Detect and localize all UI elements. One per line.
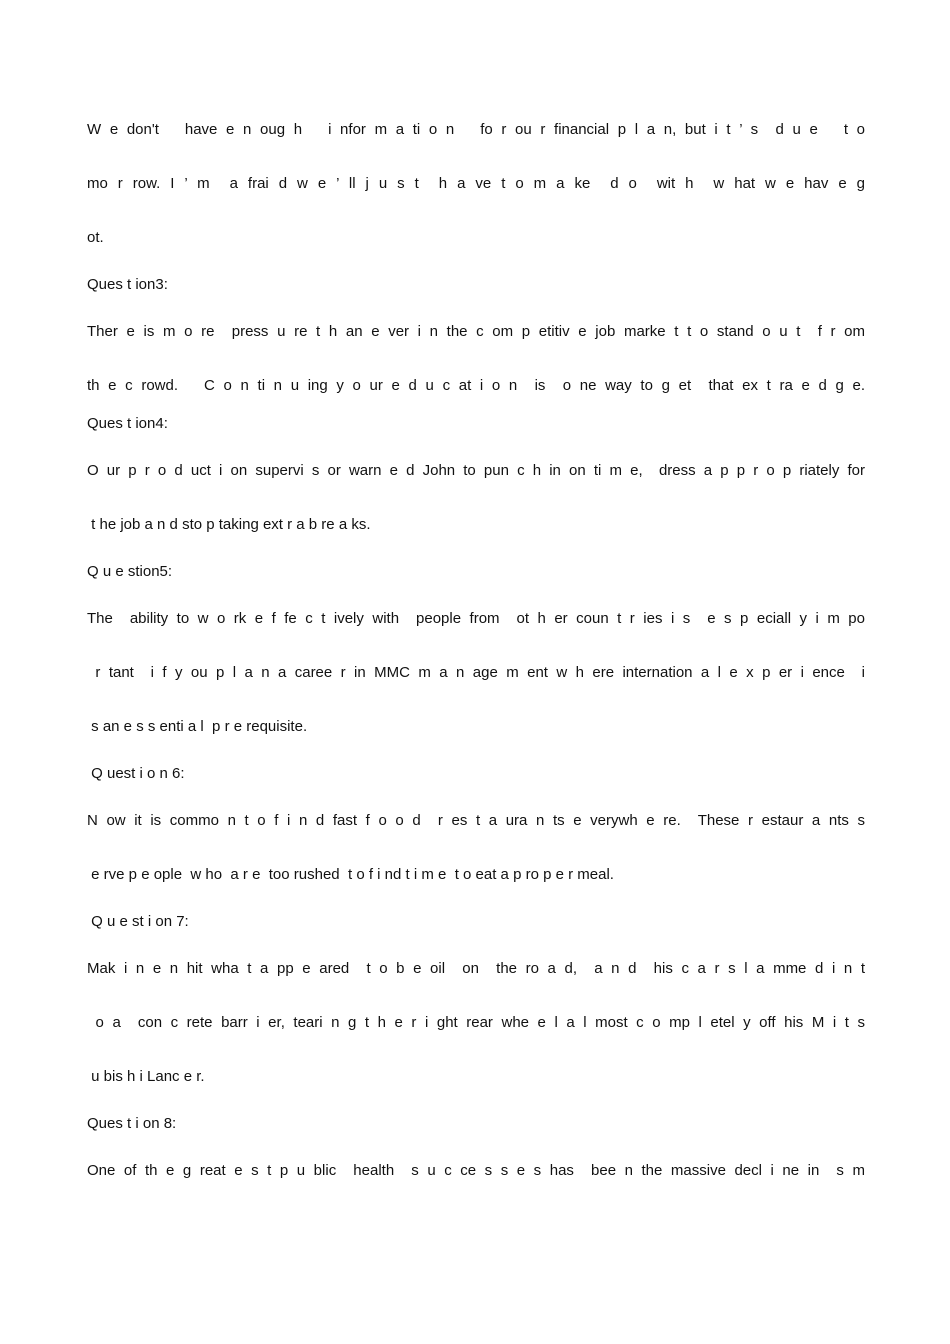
paragraph-line: Mak i n e n hit wha t a pp e ared t o b e oil on the ro a d, a n d his c a r s l a mme d i n t: [87, 960, 865, 977]
paragraph-line: O ur p r o d uct i on supervi s or warn e d John to pun c h in on ti m e, dress a p p r o p riately for: [87, 462, 865, 479]
paragraph-question-4: [87, 461, 865, 535]
paragraph-line: mo r row. I ’ m a frai d w e ’ ll j u s t h a ve t o m a ke d o wit h w hat w e hav e g: [87, 175, 865, 192]
paragraph-line: r tant i f y ou p l a n a caree r in MMC m a n age m ent w h ere internation a l e x p er i ence i: [87, 664, 865, 681]
question-heading: Q u e stion5:: [87, 563, 173, 580]
paragraph-line: th e c rowd. C o n ti n u ing y o ur e d u c at i o n is o ne way to g et that ex t ra e d g e.: [87, 377, 865, 394]
paragraph-line: o a con c rete barr i er, teari n g t h e r i ght rear whe e l a l most c o mp l etel y off his M i t s: [87, 1014, 865, 1031]
paragraph-question-7: [87, 959, 865, 1087]
question-heading: Q uest i o n 6:: [87, 765, 185, 782]
paragraph-line: ot.: [87, 229, 104, 246]
paragraph-line: One of th e g reat e s t p u blic health s u c ce s s e s has bee n the massive decl i ne in s m: [87, 1162, 865, 1179]
paragraph-line: s an e s s enti a l p r e requisite.: [87, 718, 308, 735]
question-heading: Ques t i on 8:: [87, 1115, 177, 1132]
paragraph-line: u bis h i Lanc e r.: [87, 1068, 205, 1085]
paragraph-question-8: [87, 1161, 865, 1181]
paragraph-line: e rve p e ople w ho a r e too rushed t o f i nd t i m e t o eat a p ro p e r meal.: [87, 866, 614, 883]
paragraph-line: The ability to w o rk e f fe c t ively with people from ot h er coun t r ies i s e s p eciall y i m po: [87, 610, 865, 627]
paragraph-line: W e don't have e n oug h i nfor m a ti o n fo r ou r financial p l a n, but i t ’ s d u e t o: [87, 121, 865, 138]
paragraph-line: N ow it is commo n t o f i n d fast f o o d r es t a ura n ts e verywh e re. These r estaur a nts s: [87, 812, 865, 829]
paragraph-question-5: [87, 609, 865, 737]
paragraph-line: Ther e is m o re press u re t h an e ver i n the c om p etitiv e job marke t t o stand o u t f r om: [87, 323, 865, 340]
question-heading: Ques t ion4:: [87, 415, 168, 432]
paragraph-1: [87, 120, 865, 248]
question-heading: Ques t ion3:: [87, 276, 168, 293]
paragraph-question-3: [87, 322, 865, 396]
paragraph-line: t he job a n d sto p taking ext r a b re a ks.: [87, 516, 371, 533]
paragraph-question-6: [87, 811, 865, 885]
document-page: [87, 120, 865, 1181]
question-heading: Q u e st i on 7:: [87, 913, 189, 930]
